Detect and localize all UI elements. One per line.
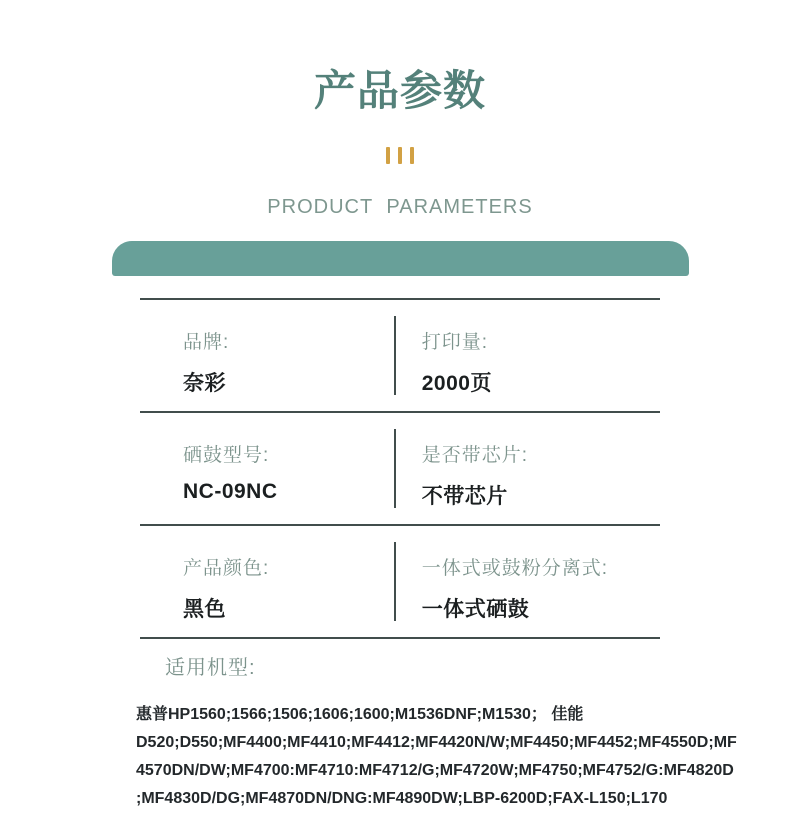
spec-value: 不带芯片	[421, 485, 508, 508]
spec-cell-color	[140, 526, 394, 637]
column-divider	[394, 542, 396, 621]
gold-divider-bars-icon	[0, 147, 800, 164]
spec-label: 是否带芯片:	[421, 445, 529, 466]
spec-label: 硒鼓型号:	[183, 445, 270, 466]
spec-table	[136, 298, 737, 813]
spec-cell-cartridge-model	[140, 413, 394, 524]
teal-header-band	[112, 241, 689, 276]
divider-bar-icon	[410, 147, 414, 164]
page-title: 产品参数	[313, 67, 486, 114]
spec-value: 奈彩	[183, 372, 226, 395]
spec-label: 一体式或鼓粉分离式:	[421, 558, 609, 579]
applicable-models-list	[136, 701, 737, 813]
model-line: ;MF4830D/DG;MF4870DN/DNG:MF4890DW;LBP-6200D;FAX-L150;L170	[136, 790, 668, 807]
spec-cell-print-yield	[394, 300, 660, 411]
spec-row-color-type	[140, 524, 660, 637]
spec-label: 产品颜色:	[183, 558, 270, 579]
column-divider	[394, 316, 396, 395]
page-header	[0, 0, 800, 219]
spec-row-model-chip	[140, 411, 660, 524]
spec-value: 黑色	[183, 598, 226, 621]
divider-bar-icon	[398, 147, 402, 164]
column-divider	[394, 429, 396, 508]
spec-label: 品牌:	[183, 332, 230, 353]
model-line: 4570DN/DW;MF4700:MF4710:MF4712/G;MF4720W;MF4750;MF4752/G:MF4820D	[136, 762, 734, 779]
spec-cell-cartridge-type	[394, 526, 660, 637]
spec-cell-brand	[140, 300, 394, 411]
spec-value: 一体式硒鼓	[421, 598, 530, 621]
spec-value: NC-09NC	[183, 480, 278, 503]
model-line: 惠普HP1560;1566;1506;1606;1600;M1536DNF;M1530； 佳能	[136, 706, 584, 723]
spec-label: 打印量:	[421, 332, 489, 353]
spec-row-brand-yield	[140, 298, 660, 411]
applicable-models-section	[136, 637, 737, 813]
model-line: D520;D550;MF4400;MF4410;MF4412;MF4420N/W;MF4450;MF4452;MF4550D;MF	[136, 734, 737, 751]
page-subtitle: PRODUCT PARAMETERS	[267, 196, 533, 218]
spec-cell-chip	[394, 413, 660, 524]
spec-value: 2000页	[421, 372, 492, 395]
divider-bar-icon	[386, 147, 390, 164]
applicable-models-label: 适用机型:	[165, 657, 256, 679]
